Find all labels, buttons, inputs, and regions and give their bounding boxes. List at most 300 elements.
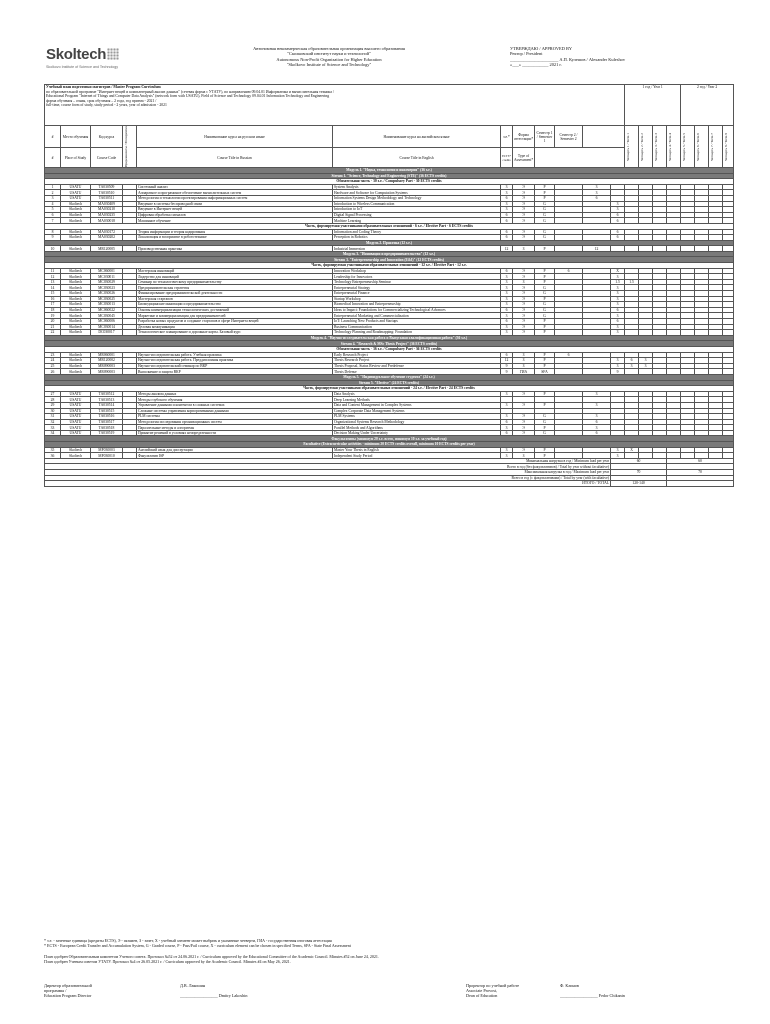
place-of-study: Skoltech xyxy=(61,302,91,308)
sig-name: Ф. Клинов xyxy=(560,983,579,988)
module-title: Stream 4. "Research & MSc Thesis Project" (36 ECTS credits) xyxy=(45,341,734,347)
assessment-ru: Э xyxy=(513,302,535,308)
ects-credits: 3 xyxy=(501,330,513,336)
course-title-en: Machine Learning xyxy=(333,218,501,224)
ects-credits: 6 xyxy=(501,307,513,313)
row-number: 5 xyxy=(45,207,61,213)
ects-credits: 3 xyxy=(501,296,513,302)
totals-label: Всего в год (без факультативов) / Total by year without facultative) xyxy=(45,464,611,470)
course-title-ru: Параллельные методы и алгоритмы xyxy=(137,425,333,431)
row-number: 4 xyxy=(45,201,61,207)
place-of-study: Skoltech xyxy=(61,330,91,336)
curriculum-page xyxy=(44,42,734,486)
place-of-study: Skoltech xyxy=(61,363,91,369)
semester2-value: 6 xyxy=(583,195,611,201)
place-of-study: Skoltech xyxy=(61,307,91,313)
place-of-study: Skoltech xyxy=(61,291,91,297)
assessment-type: G xyxy=(535,207,555,213)
course-title-ru: Научно-исследовательская работа. Учебная практика xyxy=(137,352,333,358)
place-of-study: USATU xyxy=(61,190,91,196)
term-label: Четверть 5 / Term 5 xyxy=(682,132,687,161)
assessment-type: G xyxy=(535,212,555,218)
year1-header: 1 год / Year 1 xyxy=(625,85,681,126)
course-title-en: Data and Content Management in Complex Systems xyxy=(333,402,501,408)
assessment-type: G xyxy=(535,302,555,308)
assessment-ru: З xyxy=(513,358,535,364)
course-title-ru: Методы глубокого обучения xyxy=(137,397,333,403)
course-title-ru: Семинар по технологическому предпринимательству xyxy=(137,279,333,285)
curriculum-table xyxy=(44,84,734,487)
assessment-type: P xyxy=(535,330,555,336)
place-of-study: USATU xyxy=(61,430,91,436)
assessment-type: P xyxy=(535,184,555,190)
ects-credits: 6 xyxy=(501,268,513,274)
assessment-type: P xyxy=(535,279,555,285)
approval-note: План одобрен Ученым советом УТАТУ. Протокол №4 от 26.05.2021 г. / Curriculum approved by the Academic Council. Minutes #4 on May 26, 2021. xyxy=(44,959,291,964)
year2-total: 70 xyxy=(667,470,734,476)
assessment-ru: Э xyxy=(513,274,535,280)
assessment-type: G xyxy=(535,307,555,313)
course-code: MA030235 xyxy=(91,212,123,218)
term-value: 3 xyxy=(611,285,625,291)
course-title-ru: Производственная практика xyxy=(137,246,333,252)
col-no: # xyxy=(45,126,61,148)
course-title-en: Industrial Immersion xyxy=(333,246,501,252)
assessment-ru: Э xyxy=(513,291,535,297)
term-value: 6 xyxy=(611,218,625,224)
course-title-en: Technology Planning and Roadmapping: Foundation xyxy=(333,330,501,336)
place-of-study: USATU xyxy=(61,414,91,420)
place-of-study: Skoltech xyxy=(61,352,91,358)
sig-title: программы / xyxy=(44,988,67,994)
module-title: Facultative (Extracurricular activities - minimum 20 ECTS credits overall, minimum 10 ECTS credits per year) xyxy=(45,442,734,448)
place-of-study: Skoltech xyxy=(61,285,91,291)
col-term6 xyxy=(695,126,709,168)
skoltech-logo xyxy=(46,46,119,69)
course-code: MA030202 xyxy=(91,235,123,241)
row-number: 35 xyxy=(45,447,61,453)
term-value: 3 xyxy=(611,201,625,207)
row-number: 1 xyxy=(45,184,61,190)
assessment-ru: З xyxy=(513,279,535,285)
assessment-type: G xyxy=(535,291,555,297)
assessment-type: G xyxy=(535,235,555,241)
ects-credits: 6 xyxy=(501,319,513,325)
course-title-ru: Маркетинг и коммерциализация для предпринимателей xyxy=(137,313,333,319)
row-number: 17 xyxy=(45,302,61,308)
ects-credits: 3 xyxy=(501,313,513,319)
course-title-ru: Методология исследования организационных систем xyxy=(137,419,333,425)
assessment-type: P xyxy=(535,246,555,252)
title-row xyxy=(45,85,734,126)
module-title: Stream 1. "Science, Technology and Engineering (STE)" (36 ECTS credits) xyxy=(45,173,734,179)
ects-credits: 3 xyxy=(501,302,513,308)
assessment-ru: Э xyxy=(513,313,535,319)
program-director-name xyxy=(180,983,247,998)
totals-row xyxy=(45,481,734,487)
assessment-ru: ГИА xyxy=(513,369,535,375)
assessment-type: G xyxy=(535,201,555,207)
col-name-ru: Наименование курса на русском языке xyxy=(137,126,333,148)
row-number: 28 xyxy=(45,397,61,403)
term-label: Четверть 7 / Term 7 xyxy=(710,132,715,161)
approval-line: УТВЕРЖДАЮ / APPROVED BY xyxy=(510,46,573,51)
course-code: MA030409 xyxy=(91,201,123,207)
assessment-ru: Э xyxy=(513,235,535,241)
ects-credits: 6 xyxy=(501,212,513,218)
course-title-en: Complex Corporate Data Management Systems xyxy=(333,408,501,414)
course-title-ru: Мастерская стартапов xyxy=(137,296,333,302)
assessment-ru: Э xyxy=(513,207,535,213)
course-code: DC030017 xyxy=(91,330,123,336)
course-code: MA030210 xyxy=(91,207,123,213)
place-of-study: Skoltech xyxy=(61,369,91,375)
course-code: MR120005 xyxy=(91,246,123,252)
assessment-type: G xyxy=(535,414,555,420)
place-of-study: USATU xyxy=(61,408,91,414)
assessment-ru: З xyxy=(513,352,535,358)
ects-credits: 3 xyxy=(501,207,513,213)
assessment-ru: Э xyxy=(513,190,535,196)
term-value: 3 xyxy=(611,358,625,364)
course-title-ru: Локализация и восприятие в робототехнике xyxy=(137,235,333,241)
term-label: Четверть 2 / Term 2 xyxy=(640,132,645,161)
assessment-ru: Э xyxy=(513,402,535,408)
row-number: 6 xyxy=(45,212,61,218)
course-code: TA030512 xyxy=(91,391,123,397)
institution-line: Автономная некоммерческая образовательная организация высшего образования xyxy=(253,46,405,51)
place-of-study: USATU xyxy=(61,184,91,190)
sig-title: Associate Provost, xyxy=(466,988,498,994)
course-title-ru: Машинное обучение xyxy=(137,218,333,224)
table-row xyxy=(45,279,734,285)
year2-total: 60 xyxy=(667,458,734,464)
assessment-type: P xyxy=(535,274,555,280)
course-title-en: Leadership for Innovators xyxy=(333,274,501,280)
semester2-value: 3 xyxy=(583,402,611,408)
semester2-value: 6 xyxy=(583,419,611,425)
course-title-en: Hardware and Software for Computation Systems xyxy=(333,190,501,196)
totals-label: Всего в год (с факультативами) / Total by year (with facultative) xyxy=(45,475,611,481)
row-number: 15 xyxy=(45,291,61,297)
place-of-study: USATU xyxy=(61,402,91,408)
term-value: 3 xyxy=(611,363,625,369)
assessment-type: P xyxy=(535,190,555,196)
assessment-type: P xyxy=(535,391,555,397)
col-title-ru: Course Title in Russian xyxy=(137,148,333,168)
assessment-type: G xyxy=(535,218,555,224)
course-title-ru: Технологическое планирование и дорожные карты. Базовый курс xyxy=(137,330,333,336)
module-title: Модуль 1. "Наука, технологии и инженерия" (36 з.е.) xyxy=(45,167,734,173)
assessment-type: P xyxy=(535,447,555,453)
legend-note-ru: * з.е. - зачетные единицы (кредиты ECTS), Э - экзамен, З - зачет, X - учебный элемент может выбрать и указанные четверти, ГИА - государственная итоговая аттестация xyxy=(44,938,332,943)
course-title-ru: Лидерство для инноваций xyxy=(137,274,333,280)
assessment-type: P xyxy=(535,453,555,459)
institution-name xyxy=(229,46,429,68)
ects-credits: 3 xyxy=(501,453,513,459)
course-title-en: Thesis Defense xyxy=(333,369,501,375)
course-code: MR120002 xyxy=(91,358,123,364)
assessment-ru: Э xyxy=(513,229,535,235)
assessment-ru: Э xyxy=(513,324,535,330)
course-title-ru: Научно-исследовательская работа. Преддипломная практика xyxy=(137,358,333,364)
year2-total xyxy=(667,481,734,487)
assessment-ru: Э xyxy=(513,419,535,425)
semester2-value: 6 xyxy=(583,430,611,436)
course-title-en: Technology Entrepreneurship Seminar xyxy=(333,279,501,285)
year2-header: 2 год / Year 2 xyxy=(681,85,734,126)
course-title-en: Ideas to Impact: Foundations for Commercializing Technological Advances xyxy=(333,307,501,313)
sig-name: __________________ Fedor Chikanin xyxy=(560,993,625,999)
ects-credits: 6 xyxy=(501,352,513,358)
program-director-signature xyxy=(44,983,92,999)
assessment-type: P xyxy=(535,268,555,274)
course-title-en: System Analysis xyxy=(333,184,501,190)
place-of-study: Skoltech xyxy=(61,324,91,330)
term-label: Четверть 4 / Term 4 xyxy=(668,132,673,161)
term-value: 3 xyxy=(611,313,625,319)
ects-credits: 3 xyxy=(501,190,513,196)
ects-credits: 6 xyxy=(501,229,513,235)
assessment-ru: Э xyxy=(513,285,535,291)
assessment-type: P xyxy=(535,296,555,302)
col-term7 xyxy=(709,126,723,168)
row-number: 27 xyxy=(45,391,61,397)
term-value: X xyxy=(625,447,639,453)
header xyxy=(44,42,734,86)
course-title-ru: Введение в системы беспроводной связи xyxy=(137,201,333,207)
term-value: 6 xyxy=(611,319,625,325)
assessment-type: G xyxy=(535,313,555,319)
row-number: 8 xyxy=(45,229,61,235)
course-title-en: Perception in Robotics xyxy=(333,235,501,241)
term-value: 3 xyxy=(611,324,625,330)
assessment-ru: Э xyxy=(513,184,535,190)
course-title-en: Entrepreneurial Marketing and Commercialization xyxy=(333,313,501,319)
course-code: TA030519 xyxy=(91,430,123,436)
col-term8 xyxy=(723,126,734,168)
row-number: 19 xyxy=(45,313,61,319)
term-value: 6 xyxy=(611,307,625,313)
course-code: MR060001 xyxy=(91,352,123,358)
row-number: 24 xyxy=(45,358,61,364)
ects-credits: 9 xyxy=(501,369,513,375)
ects-credits: 3 xyxy=(501,291,513,297)
course-title-ru: Выполнение и защита ВКР xyxy=(137,369,333,375)
approval-line: «___» ____________ 2021 г. xyxy=(510,62,562,68)
course-title-en: Introduction to Wireless Communication xyxy=(333,201,501,207)
year1-total: 120-140 xyxy=(611,481,667,487)
term-label: Четверть 3 / Term 3 xyxy=(654,132,659,161)
year1-total: 60 xyxy=(611,458,667,464)
place-of-study: Skoltech xyxy=(61,274,91,280)
course-title-en: Early Research Project xyxy=(333,352,501,358)
ects-credits: 3 xyxy=(501,391,513,397)
assessment-ru: Э xyxy=(513,319,535,325)
assessment-type: SFA xyxy=(535,369,555,375)
course-code: MC030026 xyxy=(91,291,123,297)
ects-credits: 3 xyxy=(501,324,513,330)
assessment-ru: З xyxy=(513,453,535,459)
course-title-ru: Научно-исследовательский семинар по ВКР xyxy=(137,363,333,369)
assessment-type: G xyxy=(535,430,555,436)
place-of-study: Skoltech xyxy=(61,229,91,235)
course-title-en: Thesis Proposal, Status Review and Predefense xyxy=(333,363,501,369)
row-number: 31 xyxy=(45,414,61,420)
ects-credits: 3 xyxy=(501,274,513,280)
legend-note-en: * ECTS - European Credit Transfer and Accumulation System, G - Graded course, P - Pass/Fail course, X - curriculum element can be chosen in specified Terms, SFA - State Final Assessment xyxy=(44,943,351,948)
assessment-type: P xyxy=(535,324,555,330)
term-label: Четверть 1 / Term 1 xyxy=(626,132,631,161)
row-number: 20 xyxy=(45,319,61,325)
row-number: 26 xyxy=(45,369,61,375)
dean-signature xyxy=(466,983,519,999)
term-label: Четверть 6 / Term 6 xyxy=(696,132,701,161)
semester2-value: 3 xyxy=(583,391,611,397)
ects-credits: 3 xyxy=(501,184,513,190)
semester1-value: 6 xyxy=(555,268,583,274)
col-term3 xyxy=(653,126,667,168)
course-code: MC030011 xyxy=(91,274,123,280)
assessment-type: P xyxy=(535,319,555,325)
ects-credits: 3 xyxy=(501,279,513,285)
place-of-study: Skoltech xyxy=(61,313,91,319)
course-title-en: Organizational Systems Research Methodology xyxy=(333,419,501,425)
place-of-study: Skoltech xyxy=(61,319,91,325)
course-code: MC030013 xyxy=(91,302,123,308)
semester2-value: 3 xyxy=(583,184,611,190)
term-value: 3 xyxy=(611,453,625,459)
course-title-ru: Английский язык для диссертации xyxy=(137,447,333,453)
ects-credits: 6 xyxy=(501,235,513,241)
place-of-study: USATU xyxy=(61,397,91,403)
logo-wordmark: Skoltech xyxy=(46,46,107,63)
course-title-ru: Теория информации и теория кодирования xyxy=(137,229,333,235)
course-code: MC060001 xyxy=(91,268,123,274)
course-code: TA030510 xyxy=(91,190,123,196)
course-title-ru: Управление данными и контентом в сложных системах xyxy=(137,402,333,408)
totals-label: ИТОГО / TOTAL xyxy=(45,481,611,487)
place-of-study: Skoltech xyxy=(61,279,91,285)
course-code: TA030509 xyxy=(91,184,123,190)
place-of-study: Skoltech xyxy=(61,207,91,213)
course-title-en: Startup Workshop xyxy=(333,296,501,302)
term-value: 3 xyxy=(639,358,653,364)
course-code: MC030023 xyxy=(91,285,123,291)
course-code: MF030003 xyxy=(91,447,123,453)
row-number: 9 xyxy=(45,235,61,241)
plan-title-line: full-time, course form of study, study period - 2 years, year of admission - 2021 xyxy=(46,103,167,108)
term-value: X xyxy=(611,268,625,274)
plan-title: Учебный план подготовки магистров / Master Program Curriculum xyxy=(46,85,161,89)
sig-title: Dean of Education xyxy=(466,993,498,999)
course-title-en: Independent Study Period xyxy=(333,453,501,459)
approval-line: ______________________ А.П. Кулешов / Alexander Kuleshov xyxy=(510,56,626,62)
assessment-ru: Э xyxy=(513,447,535,453)
assessment-ru: Э xyxy=(513,218,535,224)
term-value: 6 xyxy=(611,235,625,241)
ects-credits: 12 xyxy=(501,358,513,364)
course-title-en: Innovation Workshop xyxy=(333,268,501,274)
col-term2 xyxy=(639,126,653,168)
course-code: MR090003 xyxy=(91,369,123,375)
row-number: 25 xyxy=(45,363,61,369)
part-title: Часть, формируемая участниками образовательных отношений - 12 з.е. / Elective Part - 12 з.е. xyxy=(45,263,734,269)
row-number: 3 xyxy=(45,195,61,201)
course-code: MA030018 xyxy=(91,218,123,224)
col-term5 xyxy=(681,126,695,168)
place-of-study: Skoltech xyxy=(61,358,91,364)
assessment-type: P xyxy=(535,425,555,431)
course-code: TA030516 xyxy=(91,414,123,420)
assessment-type: P xyxy=(535,195,555,201)
year1-total: 70 xyxy=(611,470,667,476)
sig-name: __________________ Dmitry Lakoshin xyxy=(180,993,248,999)
assessment-type: P xyxy=(535,363,555,369)
course-title-en: IoT: Launching New Products and Startups xyxy=(333,319,501,325)
place-of-study: Skoltech xyxy=(61,296,91,302)
course-title-en: Information and Coding Theory xyxy=(333,229,501,235)
part-title: Часть, формируемая участниками образовательных отношений - 24 з.е. / Elective Part - 24 ECTS credits xyxy=(45,386,734,392)
ects-credits: 6 xyxy=(501,218,513,224)
term-value: 1.5 xyxy=(611,279,625,285)
row-number: 29 xyxy=(45,402,61,408)
col-name-en: Наименование курса на английском языке xyxy=(333,126,501,148)
col-title-en: Course Title in English xyxy=(333,148,501,168)
row-number: 16 xyxy=(45,296,61,302)
course-title-en: Introduction to IoT xyxy=(333,207,501,213)
assessment-ru: Э xyxy=(513,296,535,302)
semester2-value: 3 xyxy=(583,414,611,420)
col-prereq xyxy=(123,126,137,168)
course-title-ru: Сложные системы управления корпоративными данными xyxy=(137,408,333,414)
col-term4 xyxy=(667,126,681,168)
place-of-study: Skoltech xyxy=(61,212,91,218)
logo-tagline: Skolkovo Institute of Science and Technology xyxy=(46,65,119,69)
course-title-ru: PLM системы xyxy=(137,414,333,420)
term-value: 3 xyxy=(611,447,625,453)
ects-credits: 3 xyxy=(501,447,513,453)
ects-credits: 9 xyxy=(501,363,513,369)
course-code: TA030515 xyxy=(91,408,123,414)
ects-credits: 6 xyxy=(501,195,513,201)
course-code: MC030025 xyxy=(91,296,123,302)
col-form-en: Type of Assessment* xyxy=(513,148,535,168)
part-title: Часть, формируемая участниками образовательных отношений - 6 з.е. / Elective Part - 6 ECTS credits xyxy=(45,223,734,229)
place-of-study: USATU xyxy=(61,419,91,425)
term-value: 3 xyxy=(639,363,653,369)
module-title: Модуль 3. "Инновации и предпринимательство" (12 з.е.) xyxy=(45,251,734,257)
course-title-en: Decision Making Under Uncertainty xyxy=(333,430,501,436)
assessment-ru: З xyxy=(513,363,535,369)
row-number: 36 xyxy=(45,453,61,459)
row-number: 12 xyxy=(45,274,61,280)
course-title-en: Parallel Methods and Algorithms xyxy=(333,425,501,431)
ects-credits: 6 xyxy=(501,430,513,436)
sig-title: Education Program Director xyxy=(44,993,92,999)
ects-credits: 3 xyxy=(501,285,513,291)
module-title: Stream 3. "Entrepreneurship and Innovation (E&I)" (12 ECTS credits) xyxy=(45,257,734,263)
course-code: MC030029 xyxy=(91,279,123,285)
place-of-study: Skoltech xyxy=(61,218,91,224)
place-of-study: Skoltech xyxy=(61,268,91,274)
col-sem1: Семестр 1 / Semester 1 xyxy=(535,126,555,148)
module-title: Stream 5. "Elective" (24 ECTS credits) xyxy=(45,380,734,386)
course-code: MC030045 xyxy=(91,313,123,319)
ects-credits: 3 xyxy=(501,425,513,431)
assessment-type: G xyxy=(535,419,555,425)
assessment-type: P xyxy=(535,358,555,364)
